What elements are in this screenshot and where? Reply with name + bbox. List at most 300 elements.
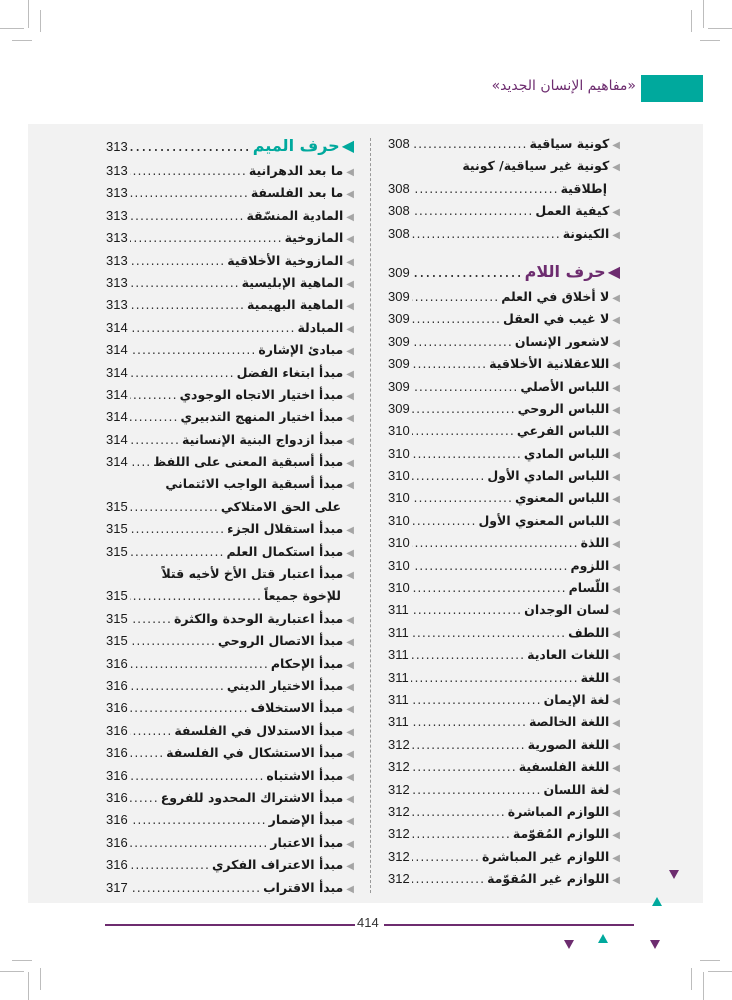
entry-label: مبدأ الاعتراف الفكري [211,857,344,873]
index-entry [388,226,620,248]
entry-page-number: 315 [106,588,128,604]
entry-marker-triangle-icon: ◀ [612,673,620,685]
index-entry [106,275,354,297]
entry-page-number: 309 [388,333,410,349]
index-entry [388,379,620,401]
entry-page-number: 309 [388,356,410,372]
dot-leader [412,513,477,528]
entry-marker-triangle-icon: ◀ [612,292,620,304]
index-entry [106,544,354,566]
index-entry [106,611,354,633]
index-entry [106,812,354,834]
crop-mark [0,28,24,29]
entry-marker-triangle-icon: ◀ [346,278,354,290]
index-entry [388,602,620,624]
entry-page-number: 313 [106,207,128,223]
entry-label: إطلاقية [560,180,607,196]
crop-mark [28,0,29,28]
entry-label: اللباس المعنوي [515,490,610,506]
entry-marker-triangle-icon: ◀ [346,637,354,649]
decor-down-triangle-icon [669,870,679,879]
dot-leader [130,387,178,402]
entry-label: كونية غير سياقية/ كونية [462,158,610,174]
entry-marker-triangle-icon: ◀ [612,162,620,174]
decor-up-triangle-icon [652,897,662,906]
dot-leader [412,226,561,241]
entry-marker-triangle-icon: ◀ [346,256,354,268]
index-entry [106,588,354,610]
dot-leader [412,423,515,438]
index-entry [106,857,354,879]
entry-label: مبدأ اختيار الاتجاه الوجودي [179,386,344,402]
entry-page-number: 315 [106,543,128,559]
entry-label: اللباس الأصلي [520,378,610,394]
dot-leader [130,136,251,155]
entry-page-number: 313 [106,297,128,313]
entry-page-number: 312 [388,736,410,752]
entry-label: مبدأ الاشتباه [266,767,344,783]
entry-marker-triangle-icon: ◀ [612,740,620,752]
index-entry [106,163,354,185]
index-entry [388,647,620,669]
entry-label: مبدأ الاقتراب [263,879,344,895]
dot-leader [412,334,513,349]
entry-label: المادية المنسّقة [246,207,344,223]
entry-marker-triangle-icon: ◀ [612,561,620,573]
index-entry [388,871,620,893]
dot-leader [411,602,522,617]
dot-leader [130,611,172,626]
entry-marker-triangle-icon: ◀ [346,458,354,470]
entry-label: لا أخلاق في العلم [501,288,610,304]
entry-marker-triangle-icon: ◀ [612,628,620,640]
dot-leader [412,871,485,886]
section-heading [106,136,354,163]
dot-leader [130,253,226,268]
dot-leader [412,535,579,550]
column-divider [370,138,371,893]
entry-page-number: 308 [388,203,410,219]
entry-label: الكينونة [562,225,610,241]
entry-label: مبدأ الاشتراك المحدود للفروع [160,789,344,805]
dot-leader [412,826,511,841]
dot-leader [412,401,516,416]
entry-marker-triangle-icon: ◀ [612,875,620,887]
entry-page-number: 314 [106,454,128,470]
index-entry [388,203,620,225]
index-entry [388,423,620,445]
entry-marker-triangle-icon: ◀ [346,793,354,805]
index-column-left [106,136,354,902]
entry-label: مبدأ ازدواج البنية الإنسانية [181,431,344,447]
entry-label: اللزوم [570,557,610,573]
entry-label: لسان الوجدان [524,602,610,618]
index-entry [106,387,354,409]
entry-marker-triangle-icon: ◀ [346,525,354,537]
index-entry [106,454,354,476]
entry-page-number: 316 [106,700,128,716]
crop-mark [12,40,32,41]
entry-marker-triangle-icon: ◀ [346,301,354,313]
dot-leader [412,849,480,864]
entry-label: مبادئ الإشارة [258,342,344,358]
decor-down-triangle-icon [650,940,660,949]
index-entry [388,513,620,535]
footer-rule-right [384,924,634,926]
entry-page-number: 312 [388,803,410,819]
index-entry [388,670,620,692]
entry-page-number: 315 [106,610,128,626]
entry-marker-triangle-icon: ◀ [612,763,620,775]
entry-marker-triangle-icon: ◀ [346,861,354,873]
entry-page-number: 310 [388,557,410,573]
dot-leader [130,432,180,447]
entry-page-number: 309 [388,400,410,416]
index-entry [388,356,620,378]
index-entry [388,136,620,158]
entry-label: المبادلة [297,319,344,335]
dot-leader [130,812,267,827]
index-entry [106,768,354,790]
entry-label: اللباس المادي [523,445,610,461]
entry-marker-triangle-icon: ◀ [346,211,354,223]
entry-page-number: 311 [388,669,409,685]
entry-page-number: 314 [106,431,128,447]
entry-label: مبدأ الاعتبار [270,834,344,850]
entry-label: اللباس المادي الأول [487,468,610,484]
dot-leader [130,499,219,514]
index-entry [388,714,620,736]
entry-label: مبدأ أسبقية الواجب الائتماني [165,476,344,492]
index-entry [388,289,620,311]
entry-label: اللباس المعنوي الأول [478,512,610,528]
index-entry [106,230,354,252]
entry-marker-triangle-icon: ◀ [612,695,620,707]
entry-label: للإخوة جميعاً [263,588,341,604]
crop-mark [40,968,41,990]
entry-label: مبدأ استقلال الجزء [227,521,344,537]
index-entry [106,185,354,207]
decor-down-triangle-icon [564,940,574,949]
entry-label: لا غيب في العقل [503,311,610,327]
entry-marker-triangle-icon: ◀ [346,390,354,402]
section-heading-label: حرف اللام [524,261,606,281]
entry-label: على الحق الامتلاكي [220,498,341,514]
entry-label: مبدأ الاختيار الديني [226,677,344,693]
entry-page-number: 309 [388,311,410,327]
dot-leader [412,804,506,819]
entry-page-number: 316 [106,857,128,873]
entry-page-number: 310 [388,445,410,461]
dot-leader [411,625,566,640]
index-entry [388,826,620,848]
entry-label: ما بعد الفلسفة [250,185,344,201]
entry-label: اللغة الصورية [527,736,610,752]
index-entry [106,880,354,902]
dot-leader [130,409,179,424]
dot-leader [130,656,269,671]
crop-mark [703,0,704,28]
index-entry [388,625,620,647]
entry-page-number: 311 [388,647,409,663]
index-entry [388,580,620,602]
entry-label: مبدأ اختيار المنهج التدبيري [180,409,344,425]
dot-leader [130,745,164,760]
entry-label: اللّسام [568,580,610,596]
index-entry [388,181,620,203]
dot-leader [412,203,534,218]
entry-marker-triangle-icon: ◀ [612,229,620,241]
entry-marker-triangle-icon: ◀ [346,681,354,693]
entry-page-number: 311 [388,602,409,618]
entry-page-number: 316 [106,789,128,805]
entry-page-number: 314 [106,342,128,358]
index-entry [388,737,620,759]
index-entry [388,535,620,557]
dot-leader [130,521,225,536]
entry-label: كيفية العمل [535,203,610,219]
dot-leader [412,289,500,304]
index-entry [106,476,354,498]
entry-label: مبدأ الإحكام [270,655,344,671]
entry-page-number: 310 [388,423,410,439]
index-entry [388,804,620,826]
entry-page-number: 313 [106,185,128,201]
dot-leader [130,588,262,603]
entry-label: المازوخية الأخلاقية [227,252,344,268]
entry-label: مبدأ الاستخلاف [250,700,344,716]
dot-leader [412,379,519,394]
entry-label: مبدأ أسبقية المعنى على اللفظ [153,454,344,470]
entry-marker-triangle-icon: ◀ [346,659,354,671]
section-marker-triangle-icon: ◀ [607,261,620,281]
entry-page-number: 308 [388,136,410,151]
index-entry [388,158,620,180]
index-entry [106,678,354,700]
index-entry [106,297,354,319]
entry-page-number: 310 [388,580,410,596]
entry-label: لغة الإيمان [543,691,610,707]
entry-page-number: 313 [106,274,128,290]
crop-mark [0,971,24,972]
entry-label: الماهية البهيمية [247,297,344,313]
dot-leader [412,136,528,151]
entry-marker-triangle-icon: ◀ [346,368,354,380]
index-entry [106,656,354,678]
dot-leader [130,454,152,469]
entry-page-number: 313 [106,230,128,246]
entry-marker-triangle-icon: ◀ [612,382,620,394]
dot-leader [130,633,216,648]
index-entry [106,745,354,767]
entry-page-number: 314 [106,319,128,335]
entry-page-number: 313 [106,163,128,178]
entry-marker-triangle-icon: ◀ [612,449,620,461]
entry-label: الماهية الإبليسية [241,274,344,290]
entry-label: مبدأ ابتغاء الفضل [236,364,344,380]
entry-label: مبدأ الاستدلال في الفلسفة [174,722,344,738]
dot-leader [130,700,249,715]
dot-leader [130,208,245,223]
dot-leader [412,446,522,461]
dot-leader [412,181,559,196]
entry-marker-triangle-icon: ◀ [346,771,354,783]
entry-page-number: 309 [388,378,410,394]
entry-marker-triangle-icon: ◀ [612,337,620,349]
entry-page-number: 310 [388,512,410,528]
dot-leader [412,580,567,595]
crop-mark [708,28,732,29]
dot-leader [130,320,296,335]
index-entry [106,253,354,275]
entry-page-number: 309 [388,264,410,280]
entry-marker-triangle-icon: ◀ [346,547,354,559]
dot-leader [130,365,235,380]
entry-marker-triangle-icon: ◀ [346,816,354,828]
entry-page-number: 316 [106,655,128,671]
running-header-title: «مفاهيم الإنسان الجديد» [491,78,636,94]
entry-marker-triangle-icon: ◀ [612,807,620,819]
index-entry [388,692,620,714]
entry-page-number: 316 [106,745,128,761]
entry-marker-triangle-icon: ◀ [346,189,354,201]
entry-page-number: 309 [388,288,410,304]
entry-page-number: 310 [388,468,410,484]
entry-label: مبدأ الإضمار [268,812,344,828]
index-entry [106,432,354,454]
entry-page-number: 310 [388,490,410,506]
dot-leader [130,835,269,850]
dot-leader [130,768,265,783]
entry-page-number: 312 [388,871,410,887]
entry-page-number: 316 [106,722,128,738]
entry-marker-triangle-icon: ◀ [612,651,620,663]
index-entry [106,320,354,342]
index-entry [106,499,354,521]
entry-marker-triangle-icon: ◀ [612,830,620,842]
entry-marker-triangle-icon: ◀ [612,315,620,327]
decor-up-triangle-icon [598,934,608,943]
entry-page-number: 314 [106,386,128,402]
entry-page-number: 314 [106,364,128,380]
entry-marker-triangle-icon: ◀ [346,614,354,626]
entry-marker-triangle-icon: ◀ [346,413,354,425]
entry-label: اللباس الروحي [517,400,610,416]
crop-mark [40,10,41,32]
index-entry [106,521,354,543]
entry-marker-triangle-icon: ◀ [612,852,620,864]
index-entry [388,311,620,333]
entry-label: اللوازم المُقوّمة [512,826,610,842]
entry-marker-triangle-icon: ◀ [612,606,620,618]
entry-label: مبدأ اعتبار قتل الأخ لأخيه قتلاً [161,566,344,582]
dot-leader [130,678,225,693]
dot-leader [412,262,523,281]
crop-mark [700,40,720,41]
dot-leader [412,356,487,371]
entry-marker-triangle-icon: ◀ [612,785,620,797]
entry-page-number: 312 [388,826,410,842]
dot-leader [130,230,283,245]
dot-leader [412,759,517,774]
entry-marker-triangle-icon: ◀ [612,539,620,551]
header-accent-tab [641,75,703,102]
crop-mark [700,960,720,961]
dot-leader [411,692,542,707]
entry-marker-triangle-icon: ◀ [346,726,354,738]
dot-leader [412,558,569,573]
entry-marker-triangle-icon: ◀ [346,704,354,716]
entry-marker-triangle-icon: ◀ [612,427,620,439]
entry-marker-triangle-icon: ◀ [346,883,354,895]
dot-leader [412,468,486,483]
dot-leader [411,647,525,662]
entry-marker-triangle-icon: ◀ [612,140,620,151]
index-entry [106,409,354,431]
dot-leader [412,737,526,752]
entry-page-number: 312 [388,781,410,797]
entry-label: ما بعد الدهرانية [248,163,344,178]
entry-page-number: 316 [106,767,128,783]
index-entry [388,334,620,356]
entry-marker-triangle-icon: ◀ [346,570,354,582]
entry-label: اللوازم غير المُقوّمة [487,871,610,887]
dot-leader [130,163,247,178]
entry-page-number: 308 [388,180,410,196]
entry-label: كونية سياقية [529,136,610,151]
entry-marker-triangle-icon: ◀ [612,718,620,730]
entry-marker-triangle-icon: ◀ [346,480,354,492]
entry-page-number: 310 [388,535,410,551]
entry-page-number: 308 [388,225,410,241]
index-entry [388,558,620,580]
index-entry [388,782,620,804]
entry-page-number: 316 [106,834,128,850]
entry-marker-triangle-icon: ◀ [612,584,620,596]
entry-label: لغة اللسان [543,781,610,797]
index-entry [106,633,354,655]
entry-label: اللذة [580,535,610,551]
crop-mark [691,968,692,990]
entry-label: اللوازم المباشرة [507,803,610,819]
entry-page-number: 313 [106,252,128,268]
entry-label: مبدأ الاتصال الروحي [217,633,344,649]
entry-marker-triangle-icon: ◀ [346,435,354,447]
dot-leader [411,670,579,685]
entry-marker-triangle-icon: ◀ [612,404,620,416]
dot-leader [130,723,173,738]
page-number: 414 [357,915,379,930]
crop-mark [28,972,29,1000]
entry-page-number: 311 [388,714,409,730]
dot-leader [412,490,513,505]
index-entry [388,446,620,468]
dot-leader [411,714,527,729]
entry-page-number: 315 [106,498,128,514]
entry-label: اللوازم غير المباشرة [482,848,610,864]
dot-leader [130,857,210,872]
index-entry [388,849,620,871]
dot-leader [130,275,240,290]
entry-page-number: 315 [106,521,128,537]
section-heading-label: حرف الميم [252,136,340,155]
dot-leader [130,880,261,895]
entry-label: اللباس الفرعي [516,423,610,439]
footer-rule-left [105,924,355,926]
index-entry [106,723,354,745]
index-entry [388,490,620,512]
entry-marker-triangle-icon: ◀ [346,167,354,178]
